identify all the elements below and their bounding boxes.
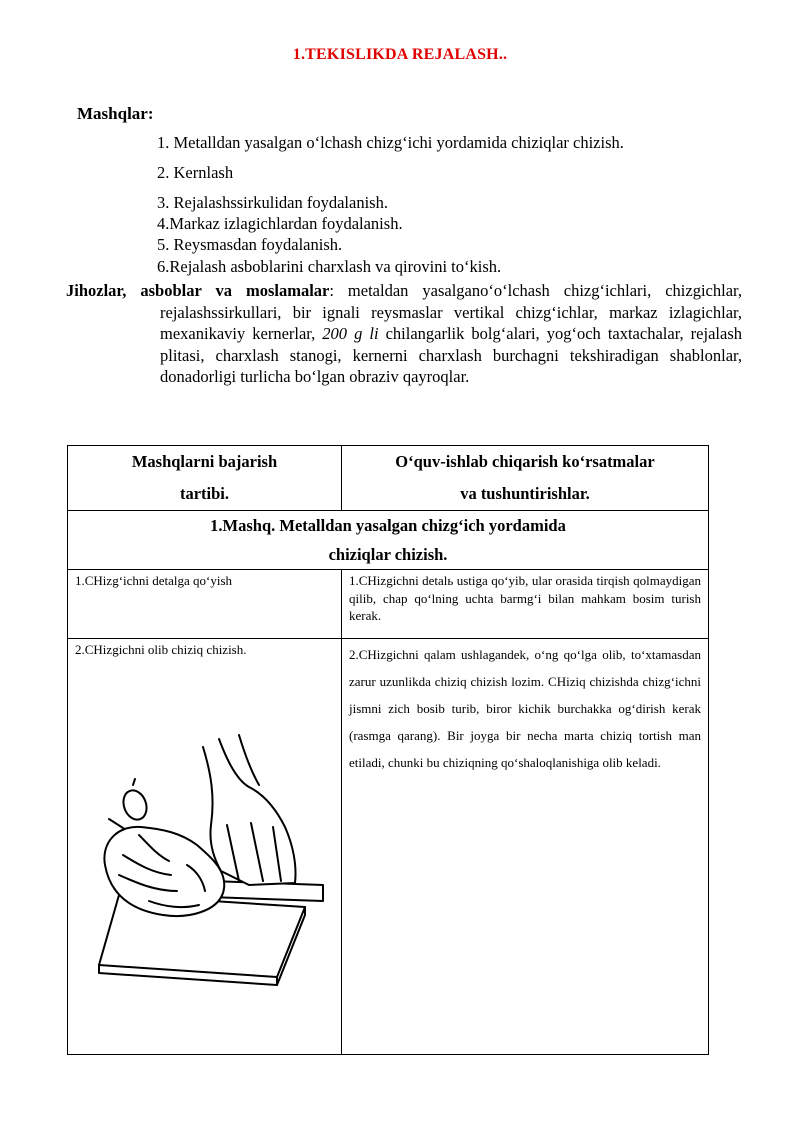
section-title (68, 511, 709, 570)
scribing-hands-illustration (79, 715, 341, 1005)
header-left-line1: Mashqlarni bajarish (131, 452, 278, 471)
equipment-text: : metaldan yasalgano‘o‘lchash chizg‘ichlari, chizgichlar, rejalashssirkullari, bir ignali reysmaslar vertikal chizg‘ichlar, markaz izlagichlar, mexanikaviy kernerlar, (160, 281, 742, 343)
equipment-weight: 200 g li (322, 324, 379, 343)
header-left-line2: tartibi. (179, 484, 230, 503)
instruction-cell: 1.CHizgichni detalь ustiga qo‘yib, ular orasida tirqish qolmaydigan qilib, chap qo‘lning uchta barmg‘i bilan mahkam bosim turish kerak. (342, 570, 709, 639)
equipment-label: Jihozlar, asboblar va moslamalar (66, 281, 330, 300)
exercise-item: 4.Markaz izlagichlardan foydalanish. (157, 214, 403, 233)
section-title-line2: chiziqlar chizish. (328, 545, 448, 564)
section-title-line1: 1.Mashq. Metalldan yasalgan chizg‘ich yordamida (210, 516, 566, 535)
header-right-line1: O‘quv-ishlab chiqarish ko‘rsatmalar (395, 452, 655, 471)
exercise-item: 2. Kernlash (157, 163, 234, 182)
table-header-row (68, 446, 709, 511)
table-row (68, 570, 709, 639)
header-right (342, 446, 709, 511)
equipment-text-end: chilangarlik bolg‘alari, yog‘och taxtachalar, rejalash plitasi, charxlash stanogi, kernerni charxlash burchagni tekshiradigan shablonlar, donadorligi turlicha bo‘lgan obraziv qayroqlar. (160, 324, 742, 386)
exercises-heading: Mashqlar: (77, 104, 154, 123)
table-row (68, 639, 709, 1055)
step-text: 2.CHizgichni olib chiziq chizish. (75, 642, 247, 657)
header-left (68, 446, 342, 511)
header-right-line2: va tushuntirishlar. (460, 484, 590, 503)
section-row (68, 511, 709, 570)
exercise-item: 6.Rejalash asboblarini charxlash va qirovini to‘kish. (157, 257, 502, 276)
instruction-cell: 2.CHizgichni qalam ushlagandek, o‘ng qo‘lga olib, to‘xtamasdan zarur uzunlikda chiziq chizish lozim. CHiziq chizishda chizg‘ichni jismni zich bosib turib, biror kichik burchakka og‘dirish kerak (rasmga qarang). Bir joyga bir necha marta chiziq tortish man etiladi, chunki bu chiziqning qo‘shaloqlanishiga olib keladi. (342, 639, 709, 1055)
step-cell: 1.CHizg‘ichni detalga qo‘yish (68, 570, 342, 639)
exercise-item: 1. Metalldan yasalgan o‘lchash chizg‘ichi yordamida chiziqlar chizish. (157, 133, 624, 152)
step-cell-with-figure (68, 639, 342, 1055)
exercise-item: 5. Reysmasdan foydalanish. (157, 235, 343, 254)
exercise-item: 3. Rejalashssirkulidan foydalanish. (157, 193, 388, 212)
equipment-paragraph (66, 280, 742, 388)
instructions-table (67, 445, 709, 1055)
page-title: 1.TEKISLIKDA REJALASH.. (292, 46, 508, 63)
